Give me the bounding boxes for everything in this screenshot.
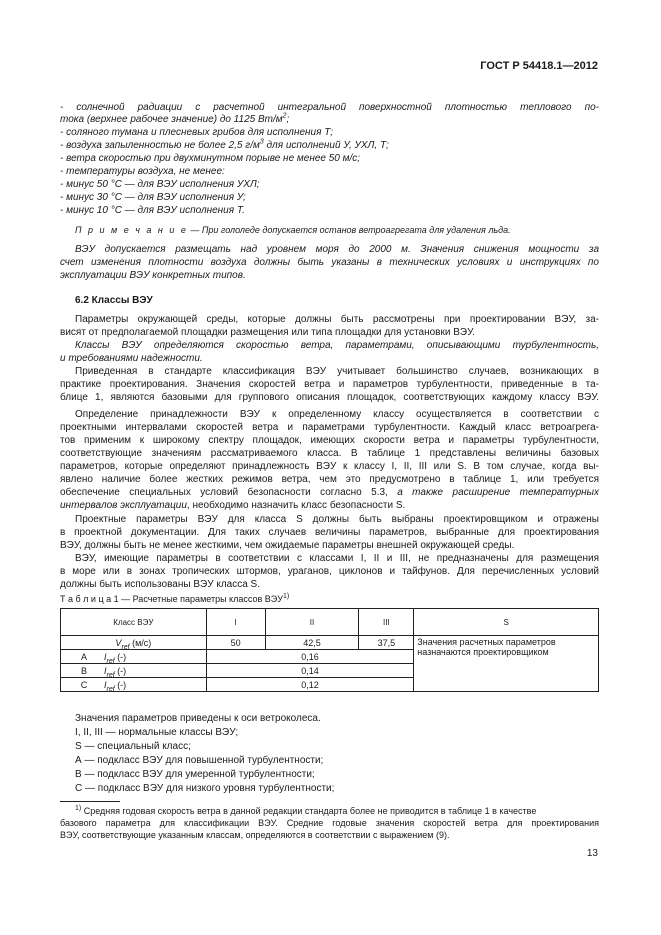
- condition-temp-uhl: - минус 50 °С — для ВЭУ исполнения УХЛ;: [60, 179, 260, 190]
- paragraph-4-line6: явлено наличие более жестких режимов ветра, чем это предусмотрено в таблице 1, или требуется: [60, 474, 599, 485]
- paragraph-3-line3: блице 1, являются базовыми для группового описания площадок, соответствующих каждому классу ВЭУ.: [60, 392, 599, 403]
- paragraph-4-line8: интервалов эксплуатации, необходимо назначить класс безопасности S.: [60, 500, 406, 511]
- paragraph-6-line2: в море или в зонах тропических штормов, ураганов, циклонов и тайфунов. Для перечисленных условий: [60, 566, 599, 577]
- subclass-c-label: C $I_{ref}$ (-): [61, 678, 207, 692]
- paragraph-4-line7: обеспечение специальных условий безопасности согласно 5.3, а также расширение температурных: [60, 487, 599, 498]
- paragraph-4-line4: соответствующие значениям рассматриваемого класса. В таблице 1 представлены величины базовых: [60, 448, 599, 459]
- condition-solar-line2: тока (верхнее рабочее значение) до 1125 $Вт/м^2$;: [60, 112, 290, 125]
- paragraph-2-line1: Классы ВЭУ определяются скоростью ветра, параметрами, описывающими турбулентность,: [75, 340, 599, 351]
- paragraph-4-line5: параметров, которые определяют принадлежность ВЭУ к классу I, II, III или S. В том случае, когда вы-: [60, 461, 599, 472]
- legend-line5: В — подкласс ВЭУ для умеренной турбулентности;: [75, 769, 315, 780]
- table-caption: Т а б л и ц а 1 — Расчетные параметры классов ВЭУ$^{1)}$: [60, 593, 290, 604]
- vref-label: $V_{ref}$ (м/с): [61, 636, 207, 650]
- legend-line6: С — подкласс ВЭУ для низкого уровня турбулентности;: [75, 783, 335, 794]
- paragraph-4-line1: Определение принадлежности ВЭУ к определенному классу осуществляется в соответствии с: [75, 409, 599, 420]
- subclass-a-value: 0,16: [206, 650, 414, 664]
- condition-temp-t: - минус 10 °С — для ВЭУ исполнения Т.: [60, 205, 245, 216]
- document-id: ГОСТ Р 54418.1—2012: [480, 60, 598, 72]
- class-s-description: Значения расчетных параметров назначаются проектировщиком: [414, 636, 599, 692]
- header-class-ii: II: [265, 609, 359, 636]
- header-class-s: S: [414, 609, 599, 636]
- vref-value-i: 50: [206, 636, 265, 650]
- header-class-iii: III: [359, 609, 414, 636]
- vref-value-ii: 42,5: [265, 636, 359, 650]
- paragraph-4-line2: проектными интервалами скоростей ветра и параметрами турбулентности. Каждый класс ветроагрега-: [60, 422, 599, 433]
- legend-line1: Значения параметров приведены к оси ветроколеса.: [75, 713, 321, 724]
- header-class: Класс ВЭУ: [61, 609, 207, 636]
- condition-salt-fog: - соляного тумана и плесневых грибов для исполнения Т;: [60, 127, 333, 138]
- subclass-c-value: 0,12: [206, 678, 414, 692]
- legend-line3: S — специальный класс;: [75, 741, 191, 752]
- condition-wind: - ветра скоростью при двухминутном порыве не менее 50 м/с;: [60, 153, 361, 164]
- altitude-text-line2: счет изменения плотности воздуха должны быть указаны в технических условиях и инструкциях по: [60, 257, 599, 268]
- paragraph-3-line2: практике проектирования. Значения скоростей ветра и параметров турбулентности, приведенные в та-: [60, 379, 599, 390]
- subclass-a-label: A $I_{ref}$ (-): [61, 650, 207, 664]
- footnote-line3: ВЭУ, соответствующие указанным классам, определяются в соответствии с выражением (9).: [60, 830, 450, 840]
- paragraph-5-line3: ВЭУ, должны быть не менее жесткими, чем ожидаемые параметры внешней окружающей среды.: [60, 540, 515, 551]
- legend-line4: А — подкласс ВЭУ для повышенной турбулентности;: [75, 755, 324, 766]
- subclass-b-value: 0,14: [206, 664, 414, 678]
- note: П р и м е ч а н и е — При гололеде допускается останов ветроагрегата для удаления льда.: [75, 225, 511, 235]
- table-row-vref: [61, 636, 599, 650]
- table-header-row: [61, 609, 599, 636]
- vref-value-iii: 37,5: [359, 636, 414, 650]
- legend-line2: I, II, III — нормальные классы ВЭУ;: [75, 727, 239, 738]
- paragraph-3-line1: Приведенная в стандарте классификация ВЭУ учитывает большинство случаев, возникающих в: [75, 366, 599, 377]
- paragraph-2-line2: и требованиями надежности.: [60, 353, 203, 364]
- altitude-text-line3: эксплуатации ВЭУ конкретных типов.: [60, 270, 246, 281]
- condition-solar-line1: - солнечной радиации с расчетной интегральной поверхностной плотностью теплового по-: [60, 102, 599, 113]
- paragraph-6-line1: ВЭУ, имеющие параметры в соответствии с классами I, II и III, не предназначены для размещения: [75, 553, 599, 564]
- footnote-line2: базового параметра для классификации ВЭУ. Средние годовые значения скоростей ветра для проектирования: [60, 818, 599, 828]
- footnote-divider: [60, 801, 120, 802]
- wind-class-table: [60, 608, 599, 692]
- page-number: 13: [586, 848, 598, 859]
- altitude-text-line1: ВЭУ допускается размещать над уровнем моря до 2000 м. Значения снижения мощности за: [75, 244, 599, 255]
- header-class-i: I: [206, 609, 265, 636]
- footnote-line1: $^{1)}$ Средняя годовая скорость ветра в данной редакции стандарта более не приводится в таблице 1 в качестве: [75, 805, 537, 816]
- paragraph-6-line3: должны быть использованы ВЭУ класса S.: [60, 579, 261, 590]
- paragraph-5-line1: Проектные параметры ВЭУ для класса S должны быть выбраны проектировщиком и отражены: [75, 514, 599, 525]
- condition-temp-u: - минус 30 °С — для ВЭУ исполнения У;: [60, 192, 246, 203]
- condition-temperature: - температуры воздуха, не менее:: [60, 166, 225, 177]
- paragraph-5-line2: в проектной документации. Для таких случаев величины параметров, выбранные для проектирования: [60, 527, 599, 538]
- condition-dust: - воздуха запыленностью не более 2,5 $г/м^3$ для исполнений У, УХЛ, Т;: [60, 138, 389, 151]
- subclass-b-label: B $I_{ref}$ (-): [61, 664, 207, 678]
- paragraph-4-line3: тов применим к широкому спектру площадок, имеющих скорости ветра и параметры турбулентности,: [60, 435, 599, 446]
- section-title: 6.2 Классы ВЭУ: [75, 295, 153, 306]
- paragraph-1-line1: Параметры окружающей среды, которые должны быть рассмотрены при проектировании ВЭУ, за-: [75, 314, 599, 325]
- paragraph-1-line2: висят от предполагаемой площадки размещения или типа площадки для установки ВЭУ.: [60, 327, 475, 338]
